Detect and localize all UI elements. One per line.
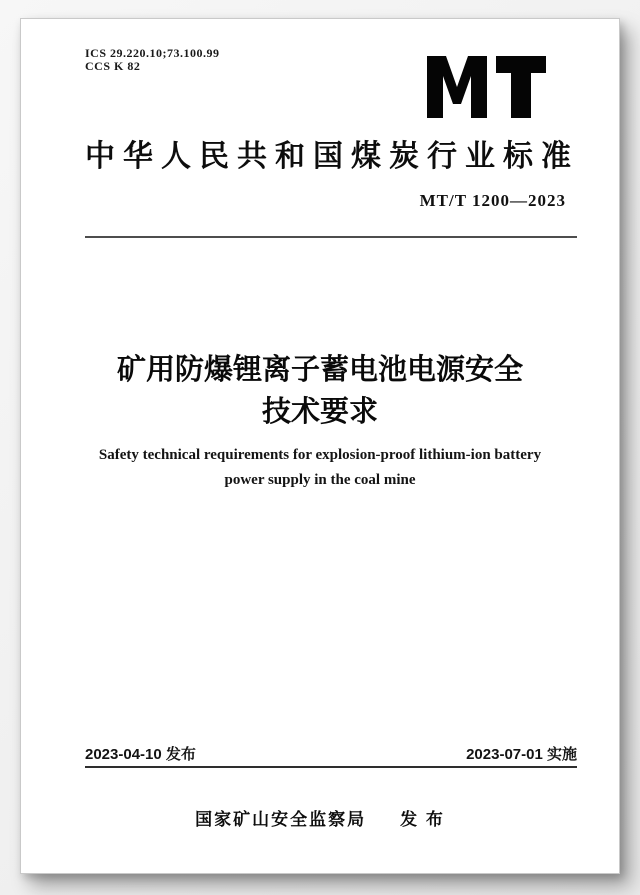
header-title: 中华人民共和国煤炭行业标准	[85, 140, 579, 173]
publisher-row	[21, 805, 619, 830]
standard-cover-page	[20, 18, 620, 874]
ccs-code: CCS K 82	[85, 59, 141, 73]
top-divider-rule	[85, 236, 577, 238]
document-title-line2: 技术要求	[261, 396, 378, 428]
dates-row	[85, 743, 577, 764]
standard-number: MT/T 1200—2023	[419, 191, 566, 210]
mt-logo	[427, 55, 547, 118]
implement-date: 2023-07-01 实施	[466, 746, 577, 763]
ics-code: ICS 29.220.10;73.100.99	[85, 46, 220, 60]
document-title-line1: 矿用防爆锂离子蓄电池电源安全	[116, 354, 523, 386]
subtitle-line1: Safety technical requirements for explosion-proof lithium-ion battery	[98, 447, 542, 463]
document-subtitle-english	[21, 443, 619, 493]
bottom-divider-rule	[85, 766, 577, 768]
publisher-name: 国家矿山安全监察局	[195, 810, 367, 829]
subtitle-line2: power supply in the coal mine	[224, 472, 416, 488]
issue-date: 2023-04-10 发布	[85, 746, 196, 763]
publish-label: 发 布	[400, 810, 445, 829]
document-title	[21, 349, 619, 433]
classification-codes	[85, 47, 220, 73]
